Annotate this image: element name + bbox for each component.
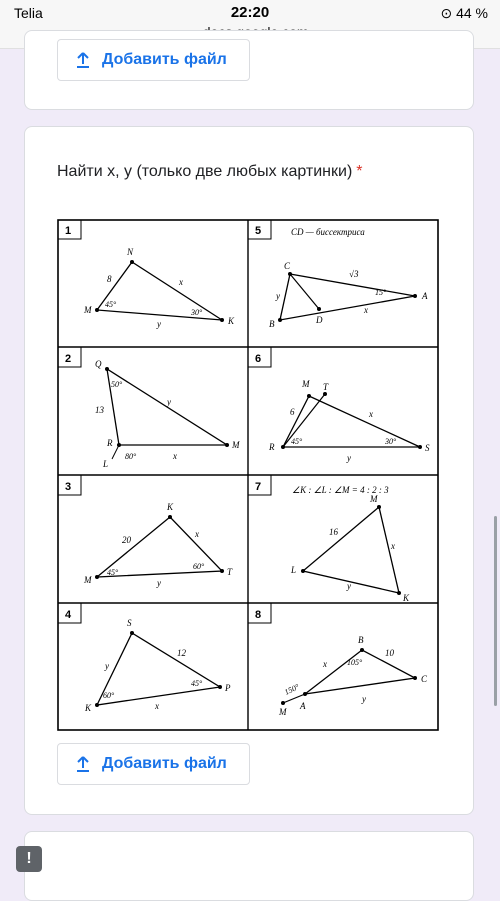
svg-text:y: y xyxy=(347,453,351,463)
svg-text:y: y xyxy=(276,291,280,301)
triangle-3 xyxy=(83,502,233,588)
svg-text:P: P xyxy=(225,683,231,693)
add-file-label: Добавить файл xyxy=(102,51,227,68)
svg-text:N: N xyxy=(127,247,134,257)
question-title xyxy=(57,163,363,181)
required-asterisk: * xyxy=(356,163,363,180)
svg-text:B: B xyxy=(269,319,275,329)
svg-text:x: x xyxy=(369,409,373,419)
battery-indicator xyxy=(440,5,488,22)
triangle-5 xyxy=(269,227,428,329)
cell-number-5: 5 xyxy=(255,225,262,237)
svg-text:M: M xyxy=(84,575,92,585)
svg-text:M: M xyxy=(302,379,310,389)
triangle-8 xyxy=(278,635,428,717)
svg-text:x: x xyxy=(195,529,199,539)
next-question-card xyxy=(24,831,474,901)
svg-text:y: y xyxy=(157,319,161,329)
svg-text:R: R xyxy=(107,438,113,448)
svg-text:45°: 45° xyxy=(291,437,303,446)
svg-text:80°: 80° xyxy=(125,452,137,461)
carrier-label: Telia xyxy=(14,5,43,21)
svg-text:A: A xyxy=(300,701,306,711)
question-card xyxy=(24,126,474,815)
svg-text:x: x xyxy=(179,277,183,287)
svg-text:B: B xyxy=(358,635,364,645)
svg-text:50°: 50° xyxy=(111,380,123,389)
svg-text:20: 20 xyxy=(122,535,131,545)
svg-text:12: 12 xyxy=(177,648,186,658)
svg-text:6: 6 xyxy=(290,407,295,417)
svg-text:M: M xyxy=(370,494,378,504)
svg-text:C: C xyxy=(421,674,428,684)
rotation-lock-icon: ⊙ xyxy=(440,5,457,21)
svg-text:T: T xyxy=(227,567,233,577)
triangle-7 xyxy=(290,485,410,603)
svg-text:M: M xyxy=(232,440,240,450)
svg-text:x: x xyxy=(391,541,395,551)
add-file-label: Добавить файл xyxy=(102,755,227,772)
svg-text:60°: 60° xyxy=(103,691,115,700)
svg-text:S: S xyxy=(127,618,132,628)
svg-text:Q: Q xyxy=(95,359,102,369)
cell-number-1: 1 xyxy=(65,225,72,237)
svg-text:x: x xyxy=(173,451,177,461)
scrollbar[interactable] xyxy=(494,516,497,706)
triangle-6 xyxy=(268,379,430,463)
svg-text:C: C xyxy=(284,261,291,271)
exclamation-icon: ! xyxy=(26,850,32,867)
report-button[interactable] xyxy=(16,846,42,872)
cell-number-4: 4 xyxy=(65,609,72,621)
svg-text:L: L xyxy=(291,565,297,575)
question-image xyxy=(57,219,439,731)
svg-text:L: L xyxy=(103,459,109,469)
svg-text:K: K xyxy=(228,316,235,326)
svg-text:K: K xyxy=(167,502,174,512)
svg-text:105°: 105° xyxy=(347,658,363,667)
svg-text:y: y xyxy=(362,694,366,704)
svg-text:45°: 45° xyxy=(107,568,119,577)
svg-text:8: 8 xyxy=(107,274,112,284)
triangle-2 xyxy=(95,359,240,469)
upload-icon xyxy=(76,52,90,68)
svg-text:K: K xyxy=(403,593,410,603)
svg-text:M: M xyxy=(279,707,287,717)
svg-text:M: M xyxy=(84,305,92,315)
cell-number-7: 7 xyxy=(255,481,262,493)
svg-text:13: 13 xyxy=(95,405,104,415)
svg-text:K: K xyxy=(85,703,92,713)
svg-text:16: 16 xyxy=(329,527,338,537)
svg-text:45°: 45° xyxy=(105,300,117,309)
add-file-button-top[interactable] xyxy=(57,39,250,81)
svg-text:15°: 15° xyxy=(375,288,387,297)
svg-text:10: 10 xyxy=(385,648,394,658)
svg-text:S: S xyxy=(425,443,430,453)
triangle-4 xyxy=(84,618,231,713)
upload-icon xyxy=(76,756,90,772)
svg-text:x: x xyxy=(155,701,159,711)
cell-number-3: 3 xyxy=(65,481,72,493)
svg-text:D: D xyxy=(316,315,323,325)
svg-text:x: x xyxy=(323,659,327,669)
svg-text:x: x xyxy=(364,305,368,315)
svg-text:y: y xyxy=(105,661,109,671)
svg-text:√3: √3 xyxy=(349,269,359,279)
svg-text:y: y xyxy=(347,581,351,591)
svg-text:CD — биссектриса: CD — биссектриса xyxy=(291,227,365,237)
svg-text:60°: 60° xyxy=(193,562,205,571)
cell-number-8: 8 xyxy=(255,609,262,621)
cell-number-6: 6 xyxy=(255,353,262,365)
battery-percent: 44 % xyxy=(456,5,488,21)
cell-number-2: 2 xyxy=(65,353,72,365)
previous-question-card xyxy=(24,30,474,110)
add-file-button[interactable] xyxy=(57,743,250,785)
svg-text:∠K : ∠L : ∠M = 4 : 2 : 3: ∠K : ∠L : ∠M = 4 : 2 : 3 xyxy=(292,485,389,495)
geometry-figure xyxy=(57,219,439,731)
svg-text:30°: 30° xyxy=(385,437,397,446)
svg-text:30°: 30° xyxy=(191,308,203,317)
svg-text:R: R xyxy=(269,442,275,452)
svg-text:y: y xyxy=(157,578,161,588)
question-text: Найти х, у (только две любых картинки) xyxy=(57,163,353,180)
svg-text:150°: 150° xyxy=(283,682,301,697)
clock: 22:20 xyxy=(230,4,270,21)
svg-text:45°: 45° xyxy=(191,679,203,688)
svg-text:A: A xyxy=(422,291,428,301)
svg-text:y: y xyxy=(167,397,171,407)
svg-text:T: T xyxy=(323,382,329,392)
triangle-1 xyxy=(83,247,235,329)
